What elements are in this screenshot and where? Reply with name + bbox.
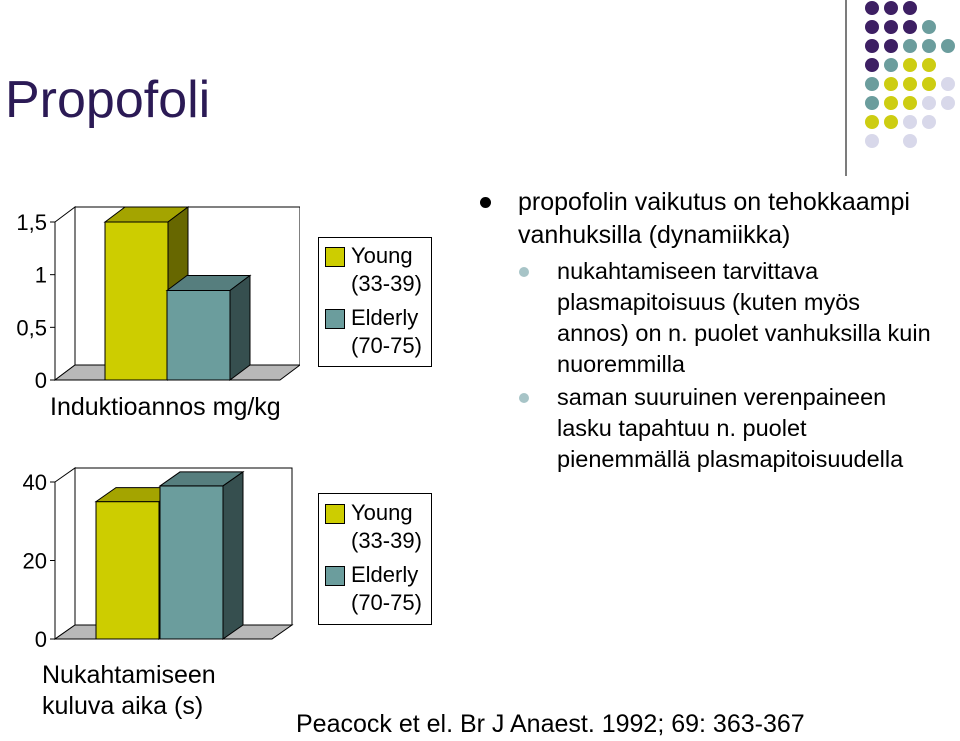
chart2-legend bbox=[318, 493, 432, 625]
y-tick-label: 0 bbox=[34, 368, 47, 390]
legend-swatch-young bbox=[325, 247, 345, 267]
bullet-dot-icon bbox=[519, 393, 529, 403]
decorative-dot bbox=[941, 77, 955, 91]
chart-left-wall bbox=[55, 468, 75, 639]
decorative-dot bbox=[884, 115, 898, 129]
y-tick-label: 1,5 bbox=[16, 210, 47, 235]
decorative-dot bbox=[903, 134, 917, 148]
sub-bullet bbox=[476, 382, 936, 475]
legend-label: (33-39) bbox=[351, 528, 422, 553]
decorative-dot bbox=[884, 58, 898, 72]
slide-title: Propofoli bbox=[5, 71, 211, 129]
decorative-dot bbox=[903, 1, 917, 15]
decorative-dot bbox=[941, 39, 955, 53]
decorative-dot bbox=[903, 39, 917, 53]
y-tick-label: 20 bbox=[22, 548, 47, 574]
legend-swatch-elderly bbox=[325, 566, 345, 586]
decorative-dot bbox=[865, 96, 879, 110]
decorative-dot bbox=[884, 20, 898, 34]
bar-front-young bbox=[105, 222, 168, 380]
sub-bullet-text: saman suuruinen verenpaineen lasku tapahtuu n. puolet pienemmällä plasmapitoisuudella bbox=[557, 384, 904, 472]
legend-label: Elderly bbox=[351, 305, 419, 330]
decorative-dot bbox=[884, 39, 898, 53]
decorative-dot bbox=[922, 39, 936, 53]
legend-swatch-elderly bbox=[325, 309, 345, 329]
decorative-dot bbox=[865, 58, 879, 72]
decorative-dot bbox=[903, 58, 917, 72]
bullet-dot-icon bbox=[480, 197, 491, 208]
divider-line bbox=[845, 0, 847, 176]
decorative-dot bbox=[865, 20, 879, 34]
chart2-title-line2: kuluva aika (s) bbox=[42, 692, 204, 720]
legend-entry-elderly bbox=[319, 304, 431, 360]
decorative-dot bbox=[941, 96, 955, 110]
bar-front-young bbox=[96, 502, 159, 639]
decorative-dot bbox=[922, 20, 936, 34]
decorative-dot bbox=[865, 1, 879, 15]
decorative-dot bbox=[903, 96, 917, 110]
legend-label: Elderly bbox=[351, 562, 419, 587]
chart-left-wall bbox=[55, 207, 75, 380]
y-tick-label: 40 bbox=[22, 470, 47, 495]
decorative-dot bbox=[922, 58, 936, 72]
decorative-dot-grid bbox=[0, 0, 960, 180]
chart-induction-dose bbox=[0, 190, 300, 390]
decorative-dot bbox=[922, 77, 936, 91]
legend-entry-young bbox=[319, 242, 431, 298]
decorative-dot bbox=[903, 20, 917, 34]
decorative-dot bbox=[922, 96, 936, 110]
y-tick-label: 0 bbox=[34, 627, 47, 652]
decorative-dot bbox=[884, 1, 898, 15]
bullet-list bbox=[476, 186, 936, 475]
bar-side-elderly bbox=[223, 472, 243, 639]
sub-bullet-text: nukahtamiseen tarvittava plasmapitoisuus (kuten myös annos) on n. puolet vanhuksilla kuin nuoremmilla bbox=[557, 258, 931, 377]
decorative-dot bbox=[865, 77, 879, 91]
bar-side-elderly bbox=[230, 275, 250, 380]
chart2-title bbox=[42, 660, 216, 722]
legend-swatch-young bbox=[325, 504, 345, 524]
decorative-dot bbox=[865, 39, 879, 53]
chart1-title: Induktioannos mg/kg bbox=[50, 393, 281, 421]
y-tick-label: 0,5 bbox=[16, 315, 47, 341]
citation: Peacock et el. Br J Anaest. 1992; 69: 363-367 bbox=[296, 710, 805, 738]
legend-label: (70-75) bbox=[351, 333, 422, 358]
bar-front-elderly bbox=[167, 290, 230, 380]
legend-entry-elderly bbox=[319, 561, 431, 617]
legend-label: Young bbox=[351, 243, 413, 268]
decorative-dot bbox=[922, 115, 936, 129]
chart-time-to-sleep bbox=[0, 455, 300, 655]
decorative-dot bbox=[865, 134, 879, 148]
chart1-legend bbox=[318, 237, 432, 367]
legend-label: (70-75) bbox=[351, 590, 422, 615]
decorative-dot bbox=[884, 77, 898, 91]
main-bullet bbox=[476, 186, 936, 252]
decorative-dot bbox=[884, 96, 898, 110]
bar-front-elderly bbox=[160, 486, 223, 639]
main-bullet-text: propofolin vaikutus on tehokkaampi vanhuksilla (dynamiikka) bbox=[518, 188, 910, 249]
chart2-title-line1: Nukahtamiseen bbox=[42, 661, 216, 689]
decorative-dot bbox=[903, 115, 917, 129]
y-tick-label: 1 bbox=[34, 262, 47, 288]
legend-entry-young bbox=[319, 499, 431, 555]
sub-bullet bbox=[476, 256, 936, 380]
legend-label: Young bbox=[351, 500, 413, 525]
decorative-dot bbox=[865, 115, 879, 129]
decorative-dot bbox=[903, 77, 917, 91]
bullet-dot-icon bbox=[519, 267, 529, 277]
legend-label: (33-39) bbox=[351, 271, 422, 296]
